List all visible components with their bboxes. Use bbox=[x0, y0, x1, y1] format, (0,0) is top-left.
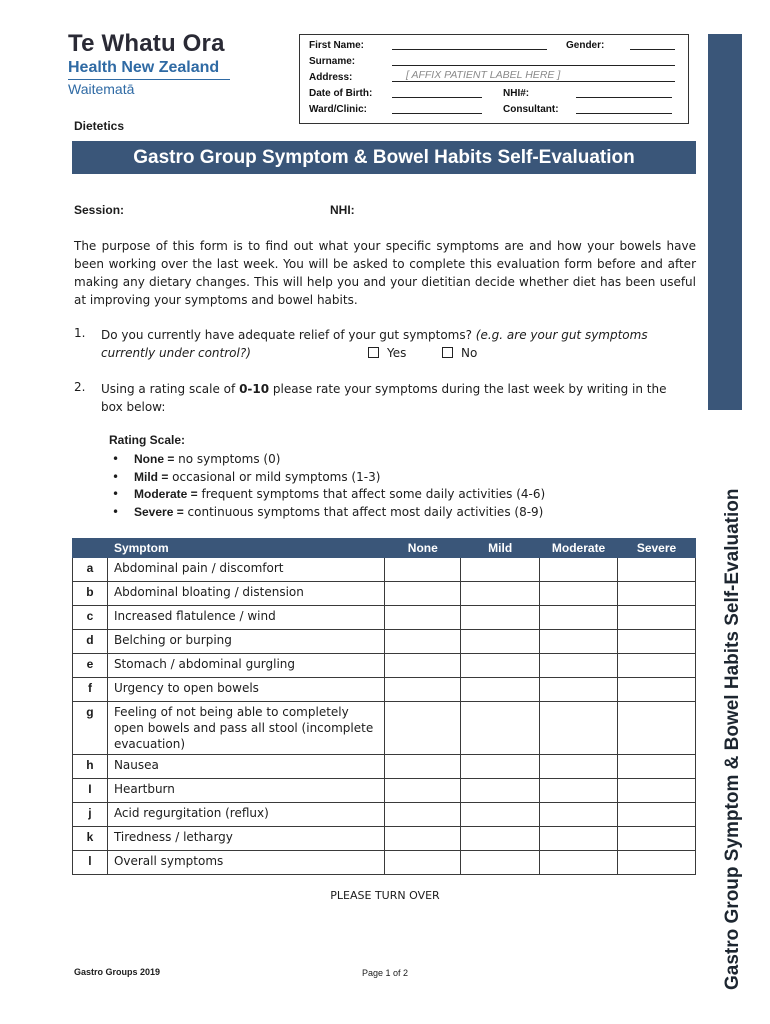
question-1-number: 1. bbox=[74, 326, 86, 340]
no-label: No bbox=[461, 346, 478, 360]
dob-label: Date of Birth: bbox=[309, 88, 373, 99]
row-letter: l bbox=[73, 851, 108, 875]
affix-label-placeholder: [ AFFIX PATIENT LABEL HERE ] bbox=[406, 69, 561, 81]
row-letter: c bbox=[73, 606, 108, 630]
rating-cell-severe[interactable] bbox=[618, 678, 696, 702]
nhi-label: NHI: bbox=[330, 203, 355, 217]
side-title: Gastro Group Symptom & Bowel Habits Self-Evaluation bbox=[722, 488, 743, 990]
department-label: Dietetics bbox=[74, 119, 125, 133]
row-letter: I bbox=[73, 779, 108, 803]
table-row bbox=[73, 582, 696, 606]
header-letter bbox=[73, 539, 108, 558]
yes-checkbox[interactable] bbox=[368, 347, 379, 358]
header-severe: Severe bbox=[618, 539, 696, 558]
symptom-name: Abdominal pain / discomfort bbox=[107, 558, 384, 582]
ward-field[interactable] bbox=[392, 105, 482, 114]
table-row bbox=[73, 654, 696, 678]
symptom-name: Abdominal bloating / distension bbox=[107, 582, 384, 606]
side-tab bbox=[708, 34, 742, 410]
rating-mild bbox=[109, 469, 545, 487]
rating-moderate bbox=[109, 486, 545, 504]
first-name-field[interactable] bbox=[392, 41, 547, 50]
rating-cell-moderate[interactable] bbox=[540, 779, 618, 803]
rating-cell-moderate[interactable] bbox=[540, 654, 618, 678]
table-row bbox=[73, 606, 696, 630]
question-2-scale: 0-10 bbox=[239, 382, 270, 396]
table-row bbox=[73, 630, 696, 654]
rating-cell-severe[interactable] bbox=[618, 803, 696, 827]
question-2-text-end: please rate your symptoms during the last week by writing in the box below: bbox=[101, 382, 667, 414]
dob-field[interactable] bbox=[392, 89, 482, 98]
footer-form-name: Gastro Groups 2019 bbox=[74, 967, 161, 977]
rating-cell-severe[interactable] bbox=[618, 755, 696, 779]
header-mild: Mild bbox=[461, 539, 540, 558]
no-checkbox[interactable] bbox=[442, 347, 453, 358]
surname-label: Surname: bbox=[309, 56, 356, 67]
logo-subtitle: Health New Zealand bbox=[68, 59, 220, 76]
header-moderate: Moderate bbox=[540, 539, 618, 558]
logo-divider bbox=[68, 79, 230, 80]
table-header-row bbox=[73, 539, 696, 558]
table-row bbox=[73, 779, 696, 803]
consultant-label: Consultant: bbox=[503, 104, 559, 115]
table-row bbox=[73, 803, 696, 827]
rating-cell-none[interactable] bbox=[385, 678, 461, 702]
rating-cell-mild[interactable] bbox=[461, 654, 540, 678]
rating-cell-none[interactable] bbox=[385, 558, 461, 582]
logo-region: Waitematā bbox=[68, 81, 135, 97]
intro-paragraph: The purpose of this form is to find out what your specific symptoms are and how your bowels have been working over the last week. You will be asked to complete this evaluation form before and after making any dietary changes. This will help you and your dietitian decide whether diet has been useful at improving your symptoms and bowel habits. bbox=[74, 239, 696, 307]
rating-desc: occasional or mild symptoms (1-3) bbox=[168, 469, 381, 484]
gender-label: Gender: bbox=[566, 40, 605, 51]
first-name-label: First Name: bbox=[309, 40, 365, 51]
rating-none bbox=[109, 451, 545, 469]
gender-field[interactable] bbox=[630, 41, 675, 50]
turn-over-note: PLEASE TURN OVER bbox=[330, 889, 440, 902]
address-label: Address: bbox=[309, 72, 353, 83]
symptom-name: Urgency to open bowels bbox=[107, 678, 384, 702]
rating-cell-severe[interactable] bbox=[618, 702, 696, 755]
row-letter: f bbox=[73, 678, 108, 702]
rating-cell-mild[interactable] bbox=[461, 755, 540, 779]
symptom-name: Nausea bbox=[107, 755, 384, 779]
rating-desc: no symptoms (0) bbox=[174, 452, 281, 466]
rating-cell-none[interactable] bbox=[385, 827, 461, 851]
symptom-name: Stomach / abdominal gurgling bbox=[107, 654, 384, 678]
header-none: None bbox=[385, 539, 461, 558]
rating-cell-mild[interactable] bbox=[461, 630, 540, 654]
rating-cell-none[interactable] bbox=[385, 606, 461, 630]
rating-cell-moderate[interactable] bbox=[540, 851, 618, 875]
rating-cell-none[interactable] bbox=[385, 654, 461, 678]
no-option[interactable] bbox=[442, 344, 477, 362]
rating-cell-moderate[interactable] bbox=[540, 827, 618, 851]
rating-desc: continuous symptoms that affect most daily activities (8-9) bbox=[183, 504, 544, 519]
rating-cell-severe[interactable] bbox=[618, 558, 696, 582]
rating-cell-mild[interactable] bbox=[461, 678, 540, 702]
rating-cell-none[interactable] bbox=[385, 755, 461, 779]
table-row bbox=[73, 755, 696, 779]
rating-cell-severe[interactable] bbox=[618, 606, 696, 630]
row-letter: b bbox=[73, 582, 108, 606]
rating-cell-mild[interactable] bbox=[461, 779, 540, 803]
rating-cell-moderate[interactable] bbox=[540, 558, 618, 582]
table-row bbox=[73, 702, 696, 755]
row-letter: j bbox=[73, 803, 108, 827]
symptom-name: Belching or burping bbox=[107, 630, 384, 654]
rating-term: Mild = bbox=[134, 469, 169, 484]
form-title-banner bbox=[72, 141, 696, 174]
symptom-name: Acid regurgitation (reflux) bbox=[107, 803, 384, 827]
rating-cell-severe[interactable] bbox=[618, 654, 696, 678]
rating-cell-mild[interactable] bbox=[461, 803, 540, 827]
yes-label: Yes bbox=[387, 346, 407, 360]
rating-cell-severe[interactable] bbox=[618, 827, 696, 851]
logo-title: Te Whatu Ora bbox=[68, 30, 225, 57]
rating-cell-none[interactable] bbox=[385, 803, 461, 827]
rating-cell-severe[interactable] bbox=[618, 630, 696, 654]
rating-cell-moderate[interactable] bbox=[540, 702, 618, 755]
nhi-box-label: NHI#: bbox=[503, 88, 530, 99]
table-row bbox=[73, 558, 696, 582]
rating-cell-moderate[interactable] bbox=[540, 582, 618, 606]
row-letter: a bbox=[73, 558, 108, 582]
row-letter: e bbox=[73, 654, 108, 678]
header-symptom: Symptom bbox=[107, 539, 384, 558]
rating-cell-mild[interactable] bbox=[461, 582, 540, 606]
rating-cell-moderate[interactable] bbox=[540, 678, 618, 702]
symptom-name: Tiredness / lethargy bbox=[107, 827, 384, 851]
rating-cell-moderate[interactable] bbox=[540, 803, 618, 827]
rating-term: Severe = bbox=[134, 504, 184, 519]
symptom-name: Increased flatulence / wind bbox=[107, 606, 384, 630]
rating-cell-none[interactable] bbox=[385, 630, 461, 654]
rating-severe bbox=[109, 504, 545, 522]
row-letter: k bbox=[73, 827, 108, 851]
symptom-name: Heartburn bbox=[107, 779, 384, 803]
symptom-name: Feeling of not being able to completely open bowels and pass all stool (incomplete evacuation) bbox=[107, 702, 384, 755]
symptom-rating-table bbox=[72, 538, 696, 875]
row-letter: d bbox=[73, 630, 108, 654]
rating-cell-severe[interactable] bbox=[618, 779, 696, 803]
symptom-name: Overall symptoms bbox=[107, 851, 384, 875]
question-2-text-start: Using a rating scale of bbox=[101, 382, 240, 396]
question-1-example: (e.g. are your gut symptoms currently under control?) bbox=[101, 328, 648, 360]
rating-term: None = bbox=[134, 452, 175, 466]
rating-cell-mild[interactable] bbox=[461, 558, 540, 582]
ward-label: Ward/Clinic: bbox=[309, 104, 367, 115]
form-title: Gastro Group Symptom & Bowel Habits Self-Evaluation bbox=[133, 146, 635, 168]
question-1-text: Do you currently have adequate relief of your gut symptoms? bbox=[101, 328, 472, 342]
nhi-box-field[interactable] bbox=[576, 89, 672, 98]
question-2-number: 2. bbox=[74, 380, 86, 394]
rating-cell-severe[interactable] bbox=[618, 851, 696, 875]
rating-cell-moderate[interactable] bbox=[540, 630, 618, 654]
consultant-field[interactable] bbox=[576, 105, 672, 114]
row-letter: h bbox=[73, 755, 108, 779]
table-row bbox=[73, 827, 696, 851]
footer-page-number: Page 1 of 2 bbox=[362, 968, 409, 978]
rating-cell-none[interactable] bbox=[385, 851, 461, 875]
rating-cell-none[interactable] bbox=[385, 779, 461, 803]
rating-cell-mild[interactable] bbox=[461, 851, 540, 875]
rating-cell-mild[interactable] bbox=[461, 606, 540, 630]
yes-option[interactable] bbox=[368, 344, 406, 362]
rating-cell-mild[interactable] bbox=[461, 702, 540, 755]
rating-cell-mild[interactable] bbox=[461, 827, 540, 851]
rating-cell-moderate[interactable] bbox=[540, 606, 618, 630]
surname-field[interactable] bbox=[392, 57, 675, 66]
rating-scale-title: Rating Scale: bbox=[109, 433, 186, 447]
table-row bbox=[73, 851, 696, 875]
question-2 bbox=[101, 380, 691, 416]
rating-cell-moderate[interactable] bbox=[540, 755, 618, 779]
rating-desc: frequent symptoms that affect some daily activities (4-6) bbox=[197, 487, 546, 502]
row-letter: g bbox=[73, 702, 108, 755]
rating-cell-severe[interactable] bbox=[618, 582, 696, 606]
rating-term: Moderate = bbox=[134, 487, 198, 502]
session-label: Session: bbox=[74, 203, 125, 217]
rating-cell-none[interactable] bbox=[385, 582, 461, 606]
rating-cell-none[interactable] bbox=[385, 702, 461, 755]
patient-details-box bbox=[299, 34, 689, 124]
rating-scale-list bbox=[109, 451, 545, 521]
table-row bbox=[73, 678, 696, 702]
